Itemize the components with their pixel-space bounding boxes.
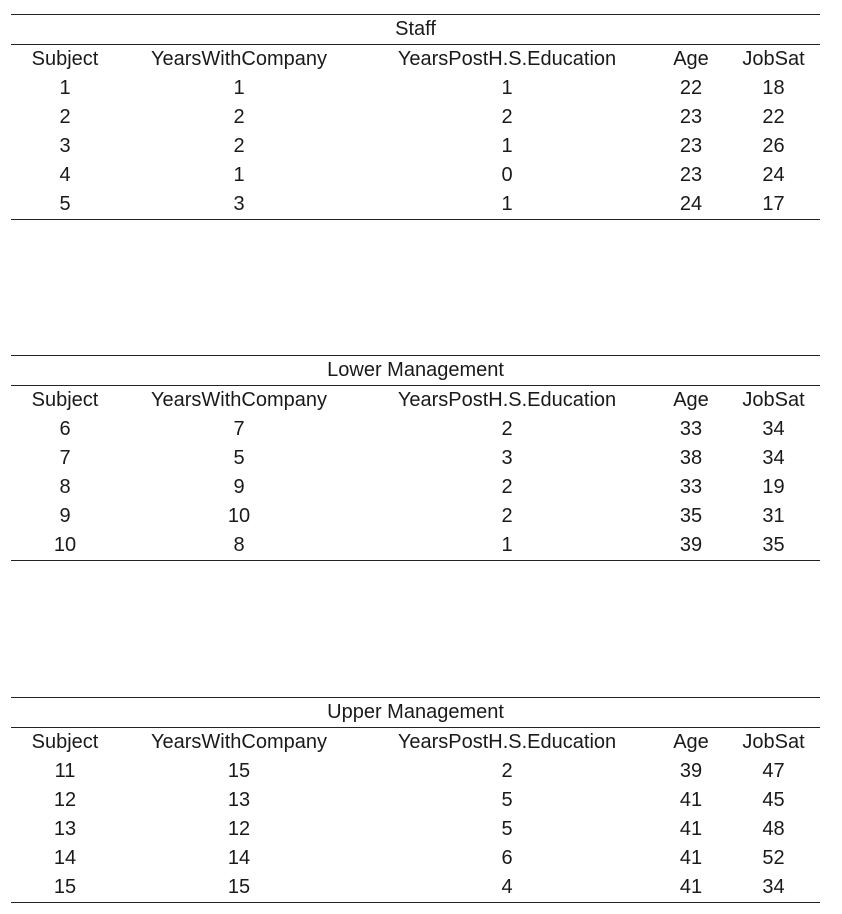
column-header-years-with-company: YearsWithCompany — [150, 731, 327, 753]
cell-years-post-hs-education: 5 — [501, 818, 513, 840]
table-row — [11, 502, 820, 531]
cell-age: 24 — [655, 190, 727, 220]
cell-jobsat: 52 — [762, 847, 785, 869]
column-header-subject: Subject — [31, 48, 99, 70]
cell-years-post-hs-education: 5 — [501, 789, 513, 811]
cell-years-with-company: 10 — [227, 505, 251, 527]
cell-years-post-hs-education: 2 — [501, 418, 513, 440]
table-row — [11, 132, 820, 161]
cell-years-post-hs-education: 1 — [501, 135, 513, 157]
cell-years-with-company: 15 — [227, 760, 251, 782]
cell-subject: 2 — [59, 106, 71, 128]
cell-age: 35 — [679, 505, 703, 527]
cell-years-with-company: 1 — [233, 164, 245, 186]
table-title-row — [11, 356, 820, 386]
column-header-years-post-hs-education: YearsPostH.S.Education — [397, 48, 617, 70]
table-row — [11, 757, 820, 786]
cell-age: 23 — [679, 164, 703, 186]
table-title-row — [11, 15, 820, 45]
cell-age: 41 — [679, 789, 703, 811]
cell-subject: 10 — [11, 531, 119, 561]
column-header-years-with-company: YearsWithCompany — [150, 389, 327, 411]
cell-age: 23 — [679, 135, 703, 157]
table-title: Lower Management — [11, 356, 820, 386]
table-header-row — [11, 728, 820, 758]
cell-subject: 4 — [59, 164, 71, 186]
cell-age: 38 — [679, 447, 703, 469]
cell-subject: 9 — [59, 505, 71, 527]
cell-subject: 7 — [59, 447, 71, 469]
cell-jobsat: 48 — [762, 818, 785, 840]
column-header-jobsat: JobSat — [742, 48, 805, 70]
cell-years-post-hs-education: 3 — [501, 447, 513, 469]
cell-subject: 8 — [59, 476, 71, 498]
table-row — [11, 531, 820, 561]
table-title: Staff — [11, 15, 820, 45]
cell-years-post-hs-education: 6 — [501, 847, 513, 869]
cell-age: 39 — [679, 760, 703, 782]
lower-management-table — [11, 355, 820, 561]
cell-jobsat: 26 — [762, 135, 785, 157]
column-header-jobsat: JobSat — [742, 731, 805, 753]
cell-years-with-company: 2 — [233, 106, 245, 128]
cell-years-post-hs-education: 2 — [501, 760, 513, 782]
cell-years-with-company: 2 — [233, 135, 245, 157]
cell-subject: 5 — [11, 190, 119, 220]
column-header-subject: Subject — [31, 389, 99, 411]
cell-years-post-hs-education: 1 — [359, 531, 655, 561]
cell-years-with-company: 3 — [119, 190, 359, 220]
table-row — [11, 415, 820, 444]
cell-jobsat: 35 — [727, 531, 820, 561]
cell-subject: 14 — [53, 847, 77, 869]
table-header-row — [11, 386, 820, 416]
cell-subject: 11 — [54, 760, 76, 782]
table-row — [11, 190, 820, 220]
cell-years-with-company: 13 — [227, 789, 251, 811]
table-row — [11, 74, 820, 103]
table-header-row — [11, 45, 820, 75]
column-header-years-with-company: YearsWithCompany — [150, 48, 327, 70]
cell-years-post-hs-education: 0 — [501, 164, 513, 186]
cell-years-with-company: 5 — [233, 447, 245, 469]
cell-age: 41 — [655, 873, 727, 903]
cell-years-with-company: 9 — [233, 476, 245, 498]
cell-subject: 15 — [11, 873, 119, 903]
cell-subject: 12 — [53, 789, 77, 811]
column-header-years-post-hs-education: YearsPostH.S.Education — [397, 389, 617, 411]
table-row — [11, 161, 820, 190]
cell-jobsat: 17 — [727, 190, 820, 220]
table-title: Upper Management — [11, 698, 820, 728]
table-row — [11, 786, 820, 815]
table-row — [11, 473, 820, 502]
table-row — [11, 444, 820, 473]
cell-years-post-hs-education: 1 — [501, 77, 513, 99]
cell-age: 41 — [679, 847, 703, 869]
upper-management-table — [11, 697, 820, 903]
cell-years-with-company: 8 — [119, 531, 359, 561]
cell-age: 33 — [679, 476, 703, 498]
table-row — [11, 844, 820, 873]
cell-years-post-hs-education: 2 — [501, 505, 513, 527]
cell-jobsat: 22 — [762, 106, 785, 128]
cell-years-with-company: 1 — [233, 77, 245, 99]
cell-age: 39 — [655, 531, 727, 561]
cell-jobsat: 34 — [727, 873, 820, 903]
table-title-row — [11, 698, 820, 728]
cell-age: 41 — [679, 818, 703, 840]
cell-years-with-company: 7 — [233, 418, 245, 440]
cell-subject: 3 — [59, 135, 71, 157]
cell-age: 23 — [679, 106, 703, 128]
cell-years-post-hs-education: 2 — [501, 476, 513, 498]
cell-years-with-company: 15 — [119, 873, 359, 903]
staff-table — [11, 14, 820, 220]
cell-jobsat: 34 — [762, 447, 785, 469]
column-header-subject: Subject — [31, 731, 99, 753]
column-header-years-post-hs-education: YearsPostH.S.Education — [397, 731, 617, 753]
table-row — [11, 873, 820, 903]
column-header-age: Age — [673, 48, 709, 70]
column-header-age: Age — [673, 731, 709, 753]
cell-subject: 13 — [53, 818, 77, 840]
column-header-age: Age — [673, 389, 709, 411]
cell-subject: 6 — [59, 418, 71, 440]
cell-age: 22 — [679, 77, 703, 99]
cell-jobsat: 31 — [762, 505, 785, 527]
cell-years-with-company: 12 — [227, 818, 251, 840]
cell-jobsat: 18 — [762, 77, 785, 99]
cell-jobsat: 19 — [762, 476, 785, 498]
cell-jobsat: 34 — [762, 418, 785, 440]
cell-years-with-company: 14 — [227, 847, 251, 869]
cell-subject: 1 — [59, 77, 71, 99]
cell-years-post-hs-education: 4 — [359, 873, 655, 903]
cell-jobsat: 45 — [762, 789, 785, 811]
cell-age: 33 — [679, 418, 703, 440]
table-row — [11, 815, 820, 844]
cell-jobsat: 24 — [762, 164, 785, 186]
table-row — [11, 103, 820, 132]
cell-years-post-hs-education: 2 — [501, 106, 513, 128]
cell-years-post-hs-education: 1 — [359, 190, 655, 220]
column-header-jobsat: JobSat — [742, 389, 805, 411]
cell-jobsat: 47 — [762, 760, 785, 782]
